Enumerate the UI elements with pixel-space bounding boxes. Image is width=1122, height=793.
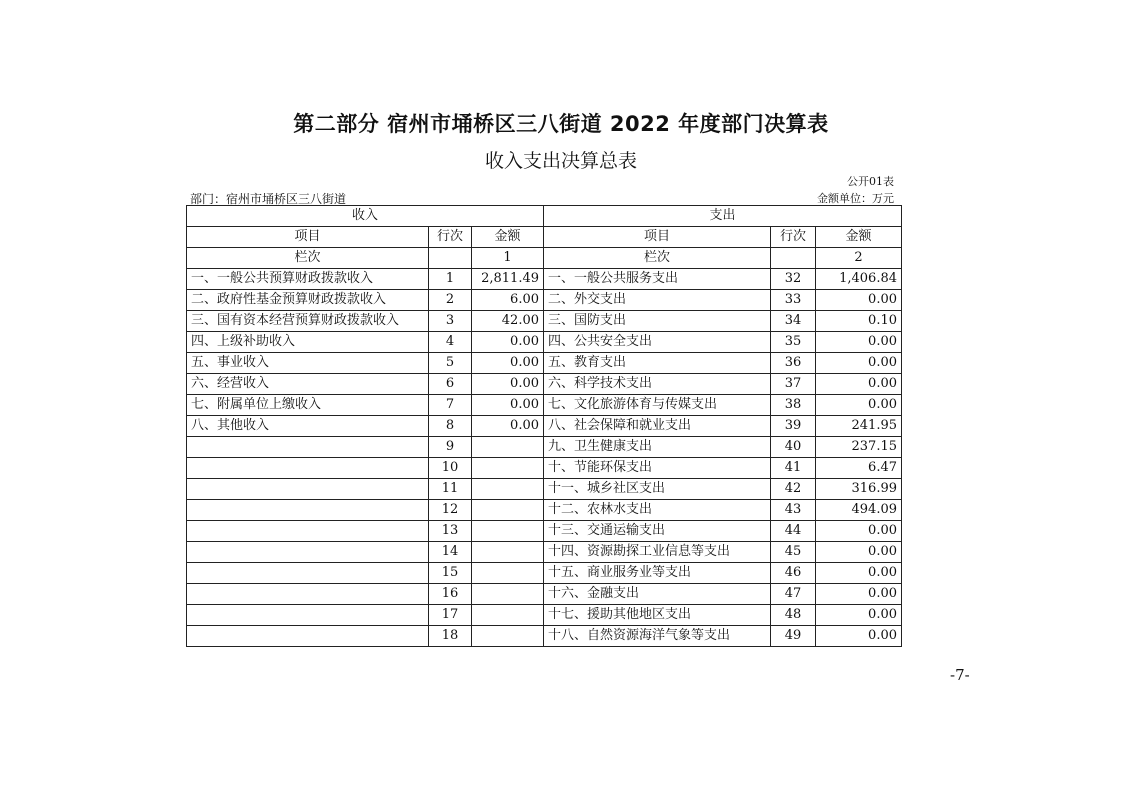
income-item-cell: 三、国有资本经营预算财政拨款收入	[187, 311, 429, 332]
income-amount-cell: 0.00	[472, 374, 544, 395]
table-row	[187, 395, 902, 416]
expense-line-cell: 37	[771, 374, 816, 395]
income-item-cell	[187, 542, 429, 563]
table-row	[187, 479, 902, 500]
expense-line-cell: 44	[771, 521, 816, 542]
table-row	[187, 605, 902, 626]
empty-cell	[429, 248, 472, 269]
expense-amount-cell: 0.00	[816, 542, 902, 563]
table-row	[187, 374, 902, 395]
expense-amount-cell: 0.00	[816, 605, 902, 626]
income-item-cell	[187, 458, 429, 479]
table-row	[187, 269, 902, 290]
expense-line-cell: 33	[771, 290, 816, 311]
expense-item-cell: 十、节能环保支出	[544, 458, 771, 479]
expense-line-cell: 47	[771, 584, 816, 605]
income-item-cell: 七、附属单位上缴收入	[187, 395, 429, 416]
income-amount-cell	[472, 584, 544, 605]
income-amount-cell	[472, 605, 544, 626]
income-line-cell: 3	[429, 311, 472, 332]
income-line-cell: 12	[429, 500, 472, 521]
expense-line-cell: 35	[771, 332, 816, 353]
income-line-cell: 8	[429, 416, 472, 437]
income-item-cell: 五、事业收入	[187, 353, 429, 374]
expense-line-cell: 48	[771, 605, 816, 626]
expense-header: 支出	[544, 206, 902, 227]
income-column-label: 栏次	[187, 248, 429, 269]
unit-label: 金额单位：万元	[817, 192, 894, 205]
expense-line-cell: 34	[771, 311, 816, 332]
expense-item-cell: 十七、援助其他地区支出	[544, 605, 771, 626]
income-amount-cell	[472, 500, 544, 521]
income-amount-header: 金额	[472, 227, 544, 248]
income-amount-cell: 42.00	[472, 311, 544, 332]
income-amount-cell	[472, 479, 544, 500]
income-item-cell: 一、一般公共预算财政拨款收入	[187, 269, 429, 290]
income-amount-cell	[472, 458, 544, 479]
table-row	[187, 584, 902, 605]
income-amount-cell: 0.00	[472, 332, 544, 353]
income-item-cell	[187, 437, 429, 458]
expense-item-cell: 五、教育支出	[544, 353, 771, 374]
page-number: -7-	[950, 666, 970, 684]
expense-column-number: 2	[816, 248, 902, 269]
income-amount-cell	[472, 626, 544, 647]
expense-amount-cell: 0.00	[816, 584, 902, 605]
table-row	[187, 311, 902, 332]
expense-amount-cell: 0.00	[816, 332, 902, 353]
table-row	[187, 563, 902, 584]
table-row	[187, 332, 902, 353]
expense-item-cell: 七、文化旅游体育与传媒支出	[544, 395, 771, 416]
income-line-cell: 16	[429, 584, 472, 605]
income-line-cell: 10	[429, 458, 472, 479]
income-amount-cell	[472, 521, 544, 542]
expense-item-cell: 二、外交支出	[544, 290, 771, 311]
income-item-cell	[187, 500, 429, 521]
expense-line-cell: 43	[771, 500, 816, 521]
expense-item-cell: 十三、交通运输支出	[544, 521, 771, 542]
expense-column-label: 栏次	[544, 248, 771, 269]
income-line-cell: 9	[429, 437, 472, 458]
expense-item-cell: 一、一般公共服务支出	[544, 269, 771, 290]
department-label: 部门：宿州市埇桥区三八街道	[190, 192, 347, 206]
column-header-row	[187, 227, 902, 248]
expense-amount-cell: 0.00	[816, 626, 902, 647]
table-row	[187, 437, 902, 458]
expense-line-cell: 42	[771, 479, 816, 500]
income-line-cell: 11	[429, 479, 472, 500]
income-item-cell	[187, 521, 429, 542]
income-item-cell: 四、上级补助收入	[187, 332, 429, 353]
expense-line-cell: 36	[771, 353, 816, 374]
table-row	[187, 542, 902, 563]
income-line-cell: 4	[429, 332, 472, 353]
income-amount-cell	[472, 437, 544, 458]
income-line-cell: 15	[429, 563, 472, 584]
expense-item-cell: 九、卫生健康支出	[544, 437, 771, 458]
table-row	[187, 353, 902, 374]
form-number: 公开01表	[847, 175, 894, 188]
expense-item-cell: 三、国防支出	[544, 311, 771, 332]
expense-line-cell: 40	[771, 437, 816, 458]
table-row	[187, 521, 902, 542]
expense-item-cell: 十四、资源勘探工业信息等支出	[544, 542, 771, 563]
expense-item-cell: 十一、城乡社区支出	[544, 479, 771, 500]
expense-line-cell: 41	[771, 458, 816, 479]
table-row	[187, 626, 902, 647]
income-item-cell: 八、其他收入	[187, 416, 429, 437]
income-line-cell: 2	[429, 290, 472, 311]
expense-item-cell: 十五、商业服务业等支出	[544, 563, 771, 584]
income-item-cell	[187, 626, 429, 647]
income-expense-table	[186, 205, 902, 647]
income-item-cell	[187, 563, 429, 584]
income-line-cell: 17	[429, 605, 472, 626]
expense-amount-cell: 0.00	[816, 290, 902, 311]
expense-item-cell: 六、科学技术支出	[544, 374, 771, 395]
column-index-row	[187, 248, 902, 269]
expense-item-cell: 十六、金融支出	[544, 584, 771, 605]
income-item-cell: 二、政府性基金预算财政拨款收入	[187, 290, 429, 311]
expense-line-cell: 49	[771, 626, 816, 647]
expense-item-cell: 八、社会保障和就业支出	[544, 416, 771, 437]
expense-amount-cell: 0.00	[816, 563, 902, 584]
income-line-cell: 7	[429, 395, 472, 416]
income-line-header: 行次	[429, 227, 472, 248]
income-item-cell: 六、经营收入	[187, 374, 429, 395]
expense-line-cell: 39	[771, 416, 816, 437]
expense-amount-cell: 1,406.84	[816, 269, 902, 290]
income-amount-cell: 6.00	[472, 290, 544, 311]
expense-item-header: 项目	[544, 227, 771, 248]
income-amount-cell	[472, 542, 544, 563]
empty-cell	[771, 248, 816, 269]
table-subtitle: 收入支出决算总表	[484, 150, 637, 172]
expense-line-header: 行次	[771, 227, 816, 248]
expense-amount-header: 金额	[816, 227, 902, 248]
income-amount-cell: 2,811.49	[472, 269, 544, 290]
income-amount-cell: 0.00	[472, 416, 544, 437]
income-line-cell: 14	[429, 542, 472, 563]
expense-line-cell: 46	[771, 563, 816, 584]
table-row	[187, 416, 902, 437]
expense-item-cell: 四、公共安全支出	[544, 332, 771, 353]
income-item-cell	[187, 584, 429, 605]
income-line-cell: 18	[429, 626, 472, 647]
expense-line-cell: 45	[771, 542, 816, 563]
income-line-cell: 13	[429, 521, 472, 542]
income-column-number: 1	[472, 248, 544, 269]
income-amount-cell	[472, 563, 544, 584]
expense-item-cell: 十八、自然资源海洋气象等支出	[544, 626, 771, 647]
income-line-cell: 6	[429, 374, 472, 395]
income-line-cell: 5	[429, 353, 472, 374]
income-header: 收入	[187, 206, 544, 227]
expense-amount-cell: 316.99	[816, 479, 902, 500]
expense-amount-cell: 0.00	[816, 374, 902, 395]
income-item-cell	[187, 479, 429, 500]
income-item-header: 项目	[187, 227, 429, 248]
expense-amount-cell: 0.00	[816, 521, 902, 542]
table-row	[187, 500, 902, 521]
income-item-cell	[187, 605, 429, 626]
expense-line-cell: 38	[771, 395, 816, 416]
expense-amount-cell: 0.00	[816, 395, 902, 416]
income-amount-cell: 0.00	[472, 395, 544, 416]
expense-item-cell: 十二、农林水支出	[544, 500, 771, 521]
expense-amount-cell: 494.09	[816, 500, 902, 521]
expense-line-cell: 32	[771, 269, 816, 290]
expense-amount-cell: 0.10	[816, 311, 902, 332]
expense-amount-cell: 6.47	[816, 458, 902, 479]
income-amount-cell: 0.00	[472, 353, 544, 374]
expense-amount-cell: 237.15	[816, 437, 902, 458]
expense-amount-cell: 241.95	[816, 416, 902, 437]
expense-amount-cell: 0.00	[816, 353, 902, 374]
section-header-row	[187, 206, 902, 227]
income-line-cell: 1	[429, 269, 472, 290]
document-title: 第二部分 宿州市埇桥区三八街道 2022 年度部门决算表	[293, 112, 829, 136]
table-row	[187, 458, 902, 479]
table-row	[187, 290, 902, 311]
